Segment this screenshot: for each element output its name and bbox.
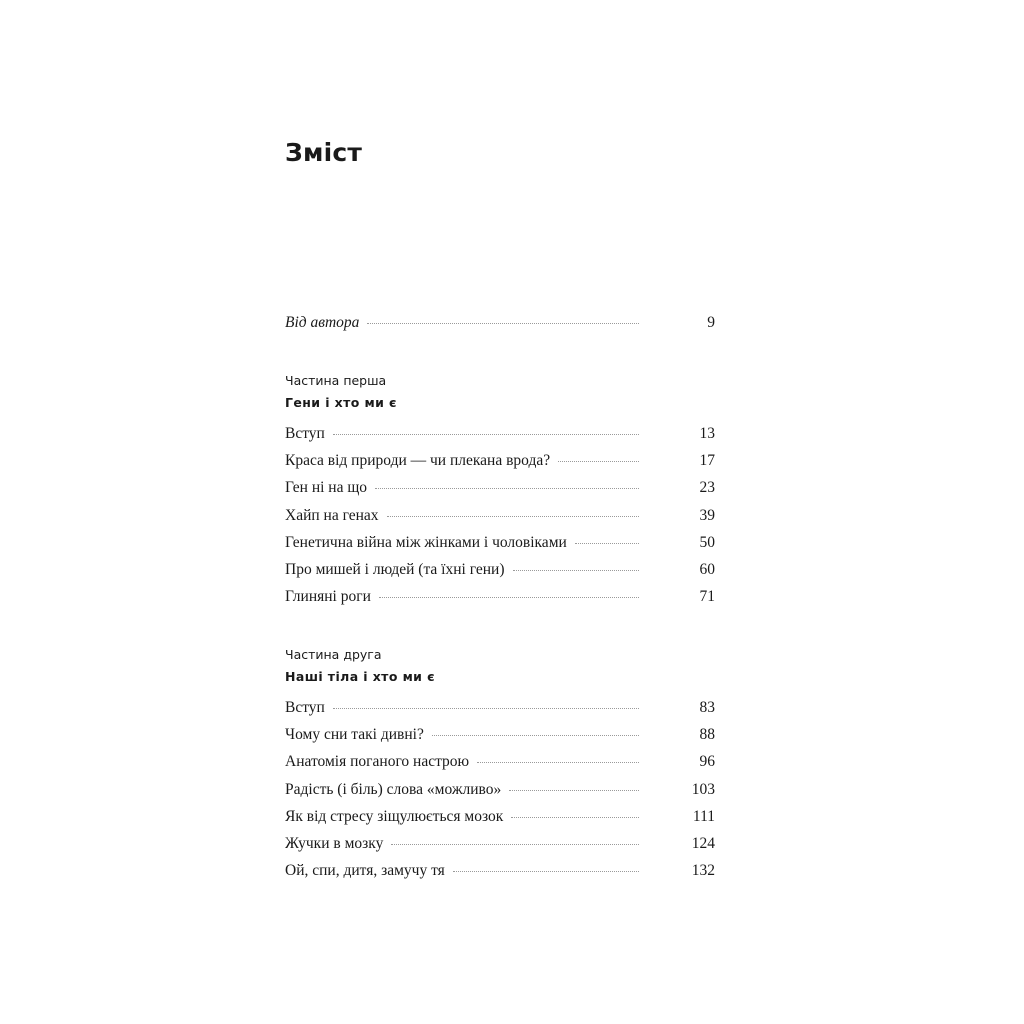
toc-entry[interactable] (285, 835, 715, 859)
part2-title: Наші тіла і хто ми є (285, 669, 435, 684)
dot-leader (513, 570, 640, 571)
toc-entry[interactable] (285, 507, 715, 531)
dot-leader (367, 323, 639, 324)
toc-entry-page: 50 (699, 534, 715, 551)
dot-leader (432, 735, 639, 736)
toc-entry[interactable] (285, 561, 715, 585)
toc-entry-label: Ой, спи, дитя, замучу тя (285, 862, 445, 879)
toc-entry-label: Генетична війна між жінками і чоловіками (285, 534, 567, 551)
toc-entry-page: 71 (699, 588, 715, 605)
toc-entry[interactable] (285, 862, 715, 886)
toc-entry[interactable] (285, 808, 715, 832)
toc-entry-page: 13 (699, 425, 715, 442)
toc-entry[interactable] (285, 452, 715, 476)
toc-entry[interactable] (285, 425, 715, 449)
part1-label: Частина перша (285, 373, 387, 388)
toc-entry-page: 124 (691, 835, 715, 852)
dot-leader (333, 434, 639, 435)
toc-entry[interactable] (285, 726, 715, 750)
toc-entry-page: 83 (699, 699, 715, 716)
toc-entry-label: Вступ (285, 425, 325, 442)
toc-entry-label: Від автора (285, 314, 360, 331)
dot-leader (375, 488, 639, 489)
toc-entry-intro[interactable] (285, 314, 715, 338)
toc-entry[interactable] (285, 753, 715, 777)
dot-leader (453, 871, 639, 872)
toc-entry-label: Як від стресу зіщулюється мозок (285, 808, 504, 825)
toc-entry-page: 132 (691, 862, 715, 879)
toc-entry[interactable] (285, 699, 715, 723)
toc-entry-label: Анатомія поганого настрою (285, 753, 470, 770)
toc-entry-page: 103 (691, 781, 715, 798)
dot-leader (558, 461, 639, 462)
toc-entry-label: Радість (і біль) слова «можливо» (285, 781, 502, 798)
toc-entry-label: Про мишей і людей (та їхні гени) (285, 561, 505, 578)
dot-leader (391, 844, 639, 845)
toc-entry-page: 39 (699, 507, 715, 524)
toc-entry-label: Хайп на генах (285, 507, 379, 524)
toc-entry-page: 23 (699, 479, 715, 496)
toc-entry-page: 88 (699, 726, 715, 743)
toc-entry[interactable] (285, 781, 715, 805)
dot-leader (379, 597, 639, 598)
toc-entry-page: 111 (692, 808, 715, 825)
toc-entry-label: Ген ні на що (285, 479, 368, 496)
dot-leader (509, 790, 639, 791)
toc-entry[interactable] (285, 534, 715, 558)
part1-title: Гени і хто ми є (285, 395, 397, 410)
dot-leader (575, 543, 639, 544)
toc-entry-page: 9 (707, 314, 715, 331)
toc-entry-page: 60 (699, 561, 715, 578)
toc-entry-label: Вступ (285, 699, 325, 716)
page-title: Зміст (285, 138, 363, 167)
dot-leader (387, 516, 639, 517)
toc-entry-label: Глиняні роги (285, 588, 371, 605)
dot-leader (511, 817, 639, 818)
dot-leader (477, 762, 639, 763)
toc-entry-label: Чому сни такі дивні? (285, 726, 424, 743)
toc-entry-page: 17 (699, 452, 715, 469)
toc-entry-label: Жучки в мозку (285, 835, 384, 852)
toc-entry[interactable] (285, 588, 715, 612)
dot-leader (333, 708, 639, 709)
toc-entry[interactable] (285, 479, 715, 503)
part2-label: Частина друга (285, 647, 382, 662)
toc-entry-page: 96 (699, 753, 715, 770)
toc-entry-label: Краса від природи — чи плекана врода? (285, 452, 551, 469)
